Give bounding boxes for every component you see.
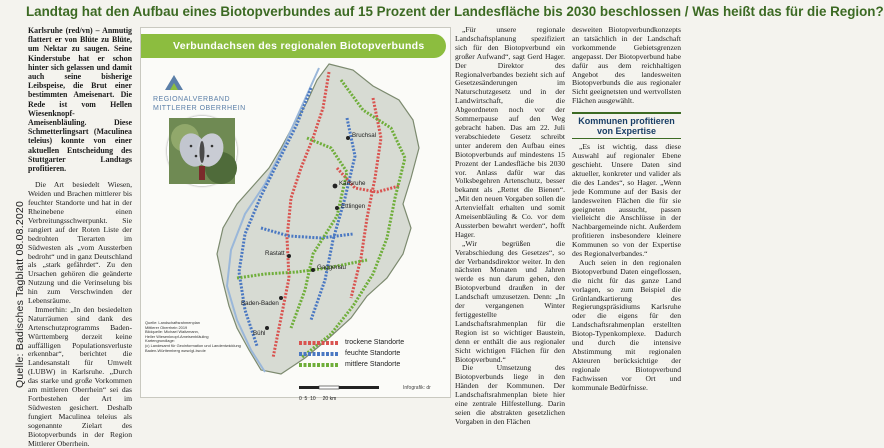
town-label-gaggenau: Gaggenau <box>317 264 346 271</box>
article-paragraph: Die Art besiedelt Wiesen, Weiden und Brachen mittlerer bis feuchter Standorte und hat in der Rheinebene einen Verbreitungsschwerpunkt. Sie rangiert auf der Roten Liste der bedrohten Tierarten im Südwesten als „vom Aussterben bedroht“ und in ganz Deutschland als „stark gefährdet“. Zu den Ursachen gehören die geänderte Nutzung und die Verinselung bis hin zum Verschwinden der Lebensräume. <box>28 180 132 306</box>
legend-swatch-dry <box>299 341 339 345</box>
article-paragraph: Immerhin: „In den besiedelten Naturräumen sind dank des Artenschutzprogramms Baden-Württemberg derzeit keine auffälligen Populationsverluste erkennbar“, berichtet die Landesanstalt für Umwelt (LUBW) in Karlsruhe. „Durch das starke und große Vorkommen am mittleren Oberrhein“ sei das Fortbestehen der Art im Südwesten gesichert. Deshalb fungiert Maculinea teleius als sogenannte Zielart des Biotopverbunds in der Region Mittlerer Oberrhein. <box>28 304 132 448</box>
scale-bar-graphic <box>299 385 379 391</box>
town-label-rastatt: Rastatt <box>265 250 285 257</box>
credit-line: Mittlerer Oberrhein 2019 <box>145 324 188 330</box>
article-column-3 <box>455 25 565 426</box>
article-subheading: Kommunen profitieren von Expertise <box>572 112 681 139</box>
article-column-1 <box>28 26 132 448</box>
credit-line: Baden-Württemberg www.lgl-bw.de <box>145 347 206 353</box>
article-paragraph: „Es ist wichtig, dass diese Auswahl auf regionaler Ebene geschieht. Unsere Daten sind aktueller, konkreter und valider als die des Landes“, so Hager. „Wenn jede Kommune auf der Basis der landesweiten Flächen die für sie geeigneten aussucht, passen vielleicht die Anschlüsse in der Nachbargemeinde nicht. Außerdem profitieren insbesondere kleinere Kommunen so von der Expertise des Regionalverbandes.“ <box>572 142 681 259</box>
scale-label: 0 5 10 20 km <box>299 396 337 402</box>
legend-item <box>299 349 434 359</box>
article-lead: Karlsruhe (red/vn) – Anmutig flattert er von Blüte zu Blüte, um Nektar zu saugen. Seine Kinderstube hat er schon hinter sich gelassen und damit auch seine bisherige Leibspeise, die Brut einer bestimmten Ameisenart. Die Rede ist vom Hellen Wiesenknopf-Ameisenbläuling. Diese Schmetterlingsart (Maculinea teleius) konnte von einer aktuellen Entscheidung des Stuttgarter Landtags profitieren. <box>28 26 132 174</box>
credit-line: Kartengrundlage: <box>145 338 175 344</box>
article-paragraph: Die Umsetzung des Biotopverbunds liege in den Händen der Kommunen. Der Landschaftsrahmenplan biete hier eine zentrale Hilfestellung. Darin seien die abstrakten gesetzlichen Vorgaben in den Flächen <box>455 363 565 426</box>
legend-item <box>299 338 434 348</box>
source-label: Quelle: Badisches Tagblatt 08.08.2020 <box>14 200 26 388</box>
infografik-credit: Infografik: dr <box>403 385 431 391</box>
legend-label: trockene Standorte <box>345 339 405 346</box>
map-scale-bar <box>299 378 389 402</box>
article-paragraph: Auch seien in den regionalen Biotopverbund Daten eingeflossen, die nicht für das ganze Land vorlagen, so zum Beispiel die Grünlandkartierung des Regierungspräsidiums Karlsruhe oder die eigens für den Landschaftsrahmenplan erstellten Biotop-Typenkomplexe. Dadurch und durch die intensive Abstimmung mit regionalen Akteuren berücksichtige der regionale Biotopverbund Fachwissen vor Ort und kommunale Bedürfnisse. <box>572 257 681 392</box>
town-label-ettlingen: Ettlingen <box>341 203 366 210</box>
regionalverband-logo <box>153 72 249 116</box>
logo-line-1: REGIONALVERBAND <box>153 96 230 103</box>
page-headline: Landtag hat den Aufbau eines Biotopverbundes auf 15 Prozent der Landesfläche bis 2030 beschlossen / Was heißt das für die Region? <box>26 4 884 19</box>
butterfly-photo <box>167 116 237 186</box>
town-dot <box>333 184 338 189</box>
credit-line: Bildquelle: Michael Waitzmann, <box>145 329 199 335</box>
regionalverband-logo-mark <box>163 72 185 94</box>
article-paragraph: „Für unsere regionale Landschaftsplanung spezifiziert sich für den Biotopverbund ein großer Aufwand“, sagt Gerd Hager. Der Direktor des Regionalverbandes bezieht sich auf Gesetzesänderungen im Naturschutzgesetz und in der Landwirtschaft, die die Abgeordneten noch vor der Sommerpause auf den Weg gebracht haben. Das am 22. Juli verabschiedete Gesetz schreibt unter anderem den Aufbau eines Biotopverbunds auf mindestens 15 Prozent der Landesfläche bis 2030 vor. Anlass dafür war das Volksbegehren Artenschutz, besser bekannt als „Rettet die Bienen“. „Mit den neuen Vorgaben sollen die Artenvielfalt erhalten und somit Ameisenbläuling & Co. vor dem Aussterben bewahrt werden“, hofft Hager. <box>455 25 565 239</box>
town-dot <box>311 268 315 272</box>
legend-swatch-medium <box>299 363 339 367</box>
article-column-4 <box>572 26 681 398</box>
town-dot <box>335 206 339 210</box>
map-legend <box>299 338 434 371</box>
article-paragraph: desweiten Biotopverbundkonzepts an tatsächlich in der Landschaft vorkommende Gebietsgrenzen angepasst. Der Biotopverbund habe dafür aus dem reichhaltigen Angebot des landesweiten Biotopverbunds die aus regionaler Sicht geeignetsten und wertvollsten Flächen ausgewählt. <box>572 25 681 106</box>
map-infographic <box>140 27 451 402</box>
legend-label: mittlere Standorte <box>345 361 401 368</box>
town-dot <box>346 136 350 140</box>
map-credits <box>145 321 271 353</box>
legend-label: feuchte Standorte <box>345 350 401 357</box>
town-label-baden-baden: Baden-Baden <box>241 300 279 307</box>
town-label-bruchsal: Bruchsal <box>352 132 377 139</box>
legend-item <box>299 360 434 370</box>
town-dot <box>279 296 283 300</box>
credit-line: Quelle: Landschaftsrahmenplan <box>145 320 200 325</box>
credit-line: (c) Landesamt für Geoinformation und Landentwicklung <box>145 342 241 348</box>
town-label-buehl: Bühl <box>253 330 266 337</box>
article-paragraph: „Wir begrüßen die Verabschiedung des Gesetzes“, so der Verbandsdirektor weiter. In den nächsten Monaten und Jahren werde es nun darum gehen, den Biotopverbund draußen in der Landschaft umzusetzen. Denn: „In der vergangenen Winter fertiggestellte Landschaftsrahmenplan für die Region ist so wichtiger Baustein, denn er enthält die aus regionaler Sicht wichtigen Flächen für den Biotopverbund.“ <box>455 238 565 364</box>
map-title: Verbundachsen des regionalen Biotopverbunds <box>141 34 446 58</box>
town-label-karlsruhe: Karlsruhe <box>339 180 366 187</box>
source-caption <box>2 18 26 388</box>
town-dot <box>287 254 291 258</box>
legend-swatch-wet <box>299 352 339 356</box>
butterfly-image <box>169 118 235 184</box>
logo-line-2: MITTLERER OBERRHEIN <box>153 105 246 112</box>
credit-line: Heller Wiesenknopf-Ameisenbläuling <box>145 333 209 339</box>
